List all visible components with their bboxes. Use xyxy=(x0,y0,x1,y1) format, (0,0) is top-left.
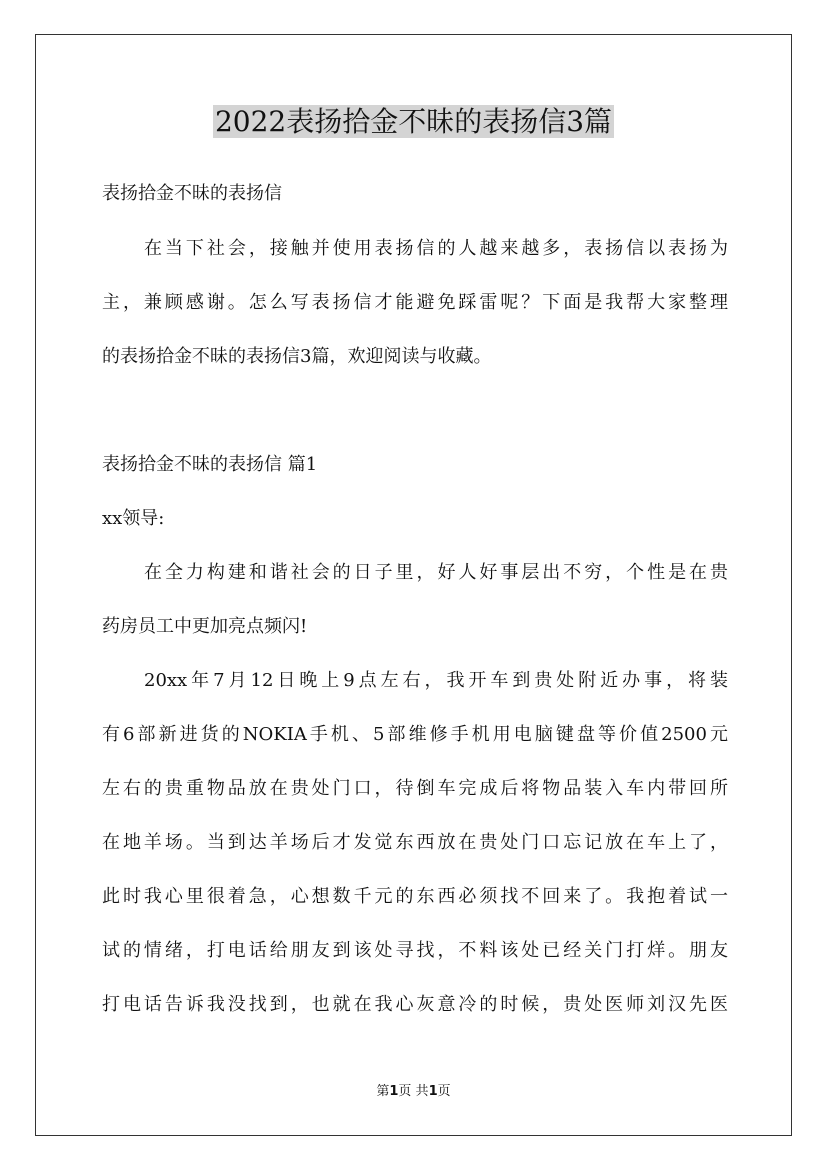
footer-page-mid: 页 共 xyxy=(398,1084,429,1099)
paragraph2-line-3: 左右的贵重物品放在贵处门口，待倒车完成后将物品装入车内带回所 xyxy=(102,778,728,799)
footer-page-total: 1 xyxy=(428,1084,438,1099)
page-footer xyxy=(0,1082,827,1102)
salutation: xx领导: xyxy=(102,508,165,529)
paragraph2-line-6: 试的情绪，打电话给朋友到该处寻找，不料该处已经关门打烊。朋友 xyxy=(102,940,728,961)
paragraph2-line-4: 在地羊场。当到达羊场后才发觉东西放在贵处门口忘记放在车上了， xyxy=(102,832,728,853)
paragraph2-line-1: 20xx年7月12日晚上9点左右，我开车到贵处附近办事，将装 xyxy=(144,670,728,691)
paragraph2-line-7: 打电话告诉我没找到，也就在我心灰意冷的时候，贵处医师刘汉先医 xyxy=(102,994,728,1015)
footer-page-suffix: 页 xyxy=(437,1084,451,1099)
paragraph2-line-5: 此时我心里很着急，心想数千元的东西必须找不回来了。我抱着试一 xyxy=(102,886,728,907)
paragraph2-line-2: 有6部新进货的NOKIA手机、5部维修手机用电脑键盘等价值2500元 xyxy=(102,724,728,745)
intro-line-3: 的表扬拾金不昧的表扬信3篇，欢迎阅读与收藏。 xyxy=(102,346,492,367)
section-heading: 表扬拾金不昧的表扬信 篇1 xyxy=(102,454,318,475)
document-title xyxy=(0,100,827,144)
footer-page-prefix: 第 xyxy=(376,1084,390,1099)
footer-page-current: 1 xyxy=(389,1084,399,1099)
document-title-text: 2022表扬拾金不昧的表扬信3篇 xyxy=(214,105,613,138)
paragraph1-line-2: 药房员工中更加亮点频闪! xyxy=(102,616,308,637)
intro-line-1: 在当下社会，接触并使用表扬信的人越来越多，表扬信以表扬为 xyxy=(144,238,728,259)
paragraph1-line-1: 在全力构建和谐社会的日子里，好人好事层出不穷，个性是在贵 xyxy=(144,562,728,583)
intro-line-2: 主，兼顾感谢。怎么写表扬信才能避免踩雷呢？下面是我帮大家整理 xyxy=(102,292,728,313)
subtitle: 表扬拾金不昧的表扬信 xyxy=(102,183,282,204)
